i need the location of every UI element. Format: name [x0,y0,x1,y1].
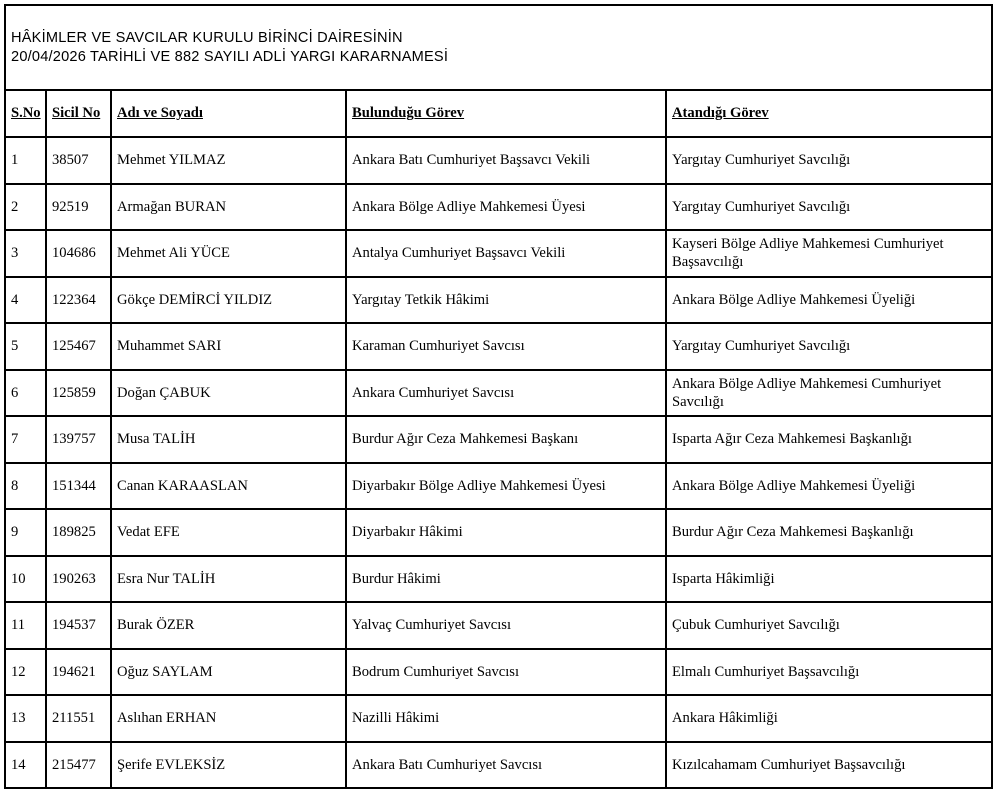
title-row [5,5,992,90]
cell-sno: 3 [5,230,46,277]
cell-name: Aslıhan ERHAN [111,695,346,742]
title-line-1: HÂKİMLER VE SAVCILAR KURULU BİRİNCİ DAİRESİNİN [11,30,403,47]
column-header-from: Bulunduğu Görev [346,90,666,137]
cell-to: Çubuk Cumhuriyet Savcılığı [666,602,992,649]
cell-to: Ankara Bölge Adliye Mahkemesi Cumhuriyet Savcılığı [666,370,992,417]
table-row [5,556,992,603]
cell-sno: 14 [5,742,46,789]
cell-from: Ankara Bölge Adliye Mahkemesi Üyesi [346,184,666,231]
cell-sno: 2 [5,184,46,231]
cell-name: Burak ÖZER [111,602,346,649]
cell-from: Burdur Hâkimi [346,556,666,603]
cell-sicil: 194537 [46,602,111,649]
column-header-to: Atandığı Görev [666,90,992,137]
cell-from: Diyarbakır Hâkimi [346,509,666,556]
cell-sicil: 215477 [46,742,111,789]
cell-sicil: 189825 [46,509,111,556]
cell-to: Yargıtay Cumhuriyet Savcılığı [666,323,992,370]
cell-from: Yargıtay Tetkik Hâkimi [346,277,666,324]
cell-to: Ankara Bölge Adliye Mahkemesi Üyeliği [666,277,992,324]
cell-sicil: 125467 [46,323,111,370]
cell-name: Şerife EVLEKSİZ [111,742,346,789]
cell-to: Ankara Hâkimliği [666,695,992,742]
table-header-row [5,90,992,137]
cell-sicil: 151344 [46,463,111,510]
column-header-name: Adı ve Soyadı [111,90,346,137]
cell-sicil: 104686 [46,230,111,277]
cell-sicil: 194621 [46,649,111,696]
cell-sicil: 125859 [46,370,111,417]
title-line-2: 20/04/2026 TARİHLİ VE 882 SAYILI ADLİ YARGI KARARNAMESİ [11,48,449,65]
cell-sicil: 38507 [46,137,111,184]
cell-name: Gökçe DEMİRCİ YILDIZ [111,277,346,324]
cell-from: Antalya Cumhuriyet Başsavcı Vekili [346,230,666,277]
cell-sno: 8 [5,463,46,510]
cell-name: Muhammet SARI [111,323,346,370]
column-header-sno: S.No [5,90,46,137]
cell-sno: 12 [5,649,46,696]
cell-from: Bodrum Cumhuriyet Savcısı [346,649,666,696]
document-title [5,5,992,90]
table-row [5,137,992,184]
cell-to: Yargıtay Cumhuriyet Savcılığı [666,184,992,231]
cell-name: Mehmet Ali YÜCE [111,230,346,277]
table-row [5,184,992,231]
cell-to: Elmalı Cumhuriyet Başsavcılığı [666,649,992,696]
cell-from: Ankara Batı Cumhuriyet Savcısı [346,742,666,789]
table-row [5,463,992,510]
cell-sno: 1 [5,137,46,184]
cell-sno: 4 [5,277,46,324]
cell-sno: 7 [5,416,46,463]
cell-from: Burdur Ağır Ceza Mahkemesi Başkanı [346,416,666,463]
cell-name: Vedat EFE [111,509,346,556]
table-row [5,323,992,370]
cell-name: Musa TALİH [111,416,346,463]
cell-name: Armağan BURAN [111,184,346,231]
cell-to: Ankara Bölge Adliye Mahkemesi Üyeliği [666,463,992,510]
decree-document [4,4,991,789]
cell-name: Esra Nur TALİH [111,556,346,603]
cell-sicil: 92519 [46,184,111,231]
table-row [5,742,992,789]
decree-table [4,4,993,789]
cell-sno: 10 [5,556,46,603]
cell-from: Ankara Cumhuriyet Savcısı [346,370,666,417]
cell-sno: 6 [5,370,46,417]
cell-sicil: 211551 [46,695,111,742]
cell-to: Isparta Ağır Ceza Mahkemesi Başkanlığı [666,416,992,463]
cell-sno: 9 [5,509,46,556]
cell-from: Nazilli Hâkimi [346,695,666,742]
table-row [5,602,992,649]
table-row [5,416,992,463]
table-row [5,695,992,742]
table-row [5,370,992,417]
table-row [5,277,992,324]
cell-sno: 13 [5,695,46,742]
cell-to: Burdur Ağır Ceza Mahkemesi Başkanlığı [666,509,992,556]
cell-sicil: 190263 [46,556,111,603]
cell-from: Ankara Batı Cumhuriyet Başsavcı Vekili [346,137,666,184]
cell-to: Kayseri Bölge Adliye Mahkemesi Cumhuriyet Başsavcılığı [666,230,992,277]
cell-to: Isparta Hâkimliği [666,556,992,603]
cell-name: Mehmet YILMAZ [111,137,346,184]
table-row [5,509,992,556]
table-row [5,649,992,696]
cell-to: Yargıtay Cumhuriyet Savcılığı [666,137,992,184]
table-row [5,230,992,277]
cell-sicil: 122364 [46,277,111,324]
cell-name: Oğuz SAYLAM [111,649,346,696]
cell-to: Kızılcahamam Cumhuriyet Başsavcılığı [666,742,992,789]
column-header-sicil: Sicil No [46,90,111,137]
cell-sno: 5 [5,323,46,370]
cell-name: Canan KARAASLAN [111,463,346,510]
cell-name: Doğan ÇABUK [111,370,346,417]
cell-from: Karaman Cumhuriyet Savcısı [346,323,666,370]
cell-sicil: 139757 [46,416,111,463]
cell-from: Yalvaç Cumhuriyet Savcısı [346,602,666,649]
cell-from: Diyarbakır Bölge Adliye Mahkemesi Üyesi [346,463,666,510]
cell-sno: 11 [5,602,46,649]
